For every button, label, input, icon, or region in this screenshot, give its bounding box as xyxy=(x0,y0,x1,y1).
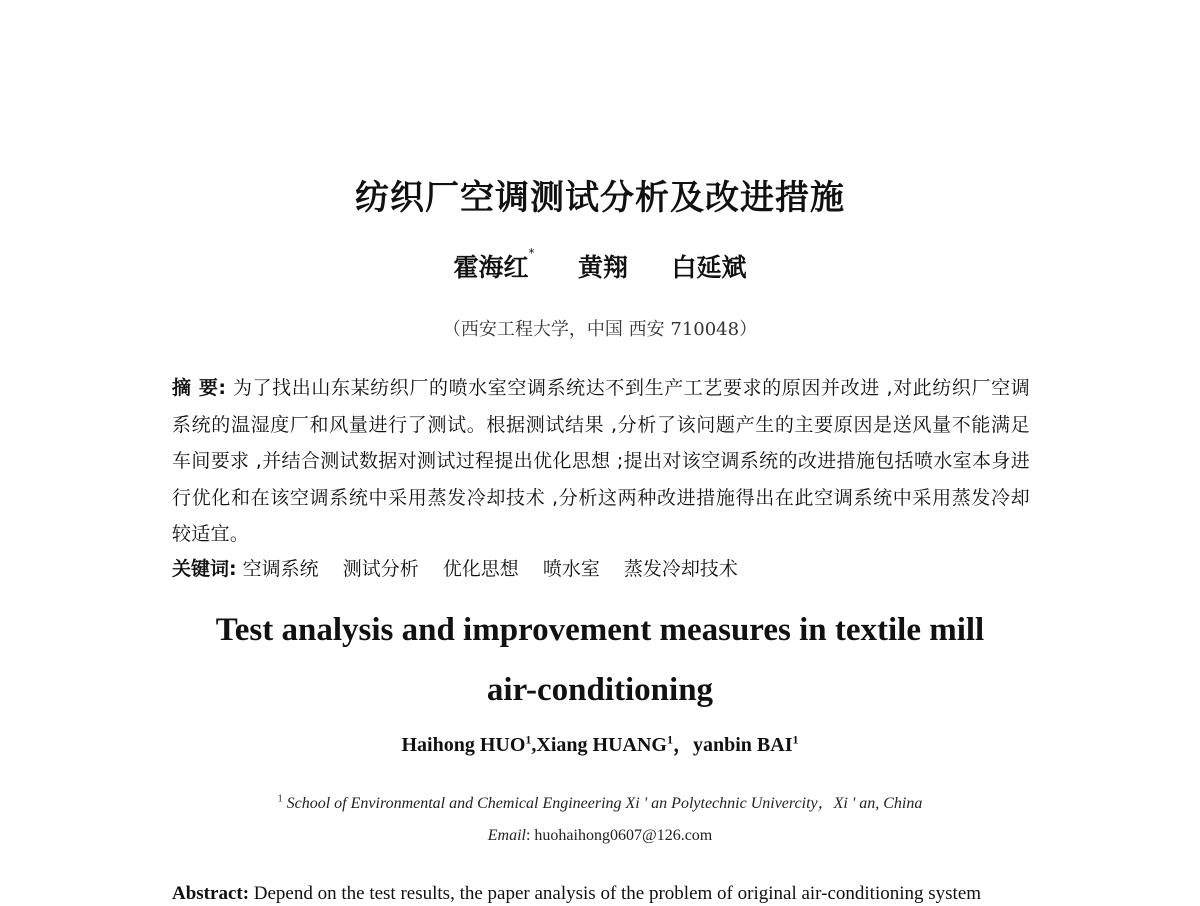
keywords-cn xyxy=(172,551,1030,587)
author-name-cn: 白延斌 xyxy=(671,253,747,282)
affiliation-index: 1 xyxy=(277,793,283,805)
affiliation-index: 1 xyxy=(525,732,532,747)
keyword-item: 测试分析 xyxy=(342,558,419,580)
keyword-item: 蒸发冷却技术 xyxy=(623,558,738,580)
author-name-cn: 黄翔 xyxy=(577,253,628,282)
affiliation-en xyxy=(0,790,1200,813)
abstract-text-en: Depend on the test results, the paper analysis of the problem of original air-conditioning system xyxy=(253,883,982,904)
abstract-label-cn: 摘 要: xyxy=(172,377,227,399)
paper-title-en xyxy=(0,600,1200,720)
corresponding-author-mark: * xyxy=(528,246,535,260)
author-name-cn: 霍海红 xyxy=(453,253,529,282)
author-name-en: ,Xiang HUANG xyxy=(531,734,667,756)
affiliation-index: 1 xyxy=(792,732,799,747)
affiliation-text-en: School of Environmental and Chemical Engineering Xi ' an Polytechnic Univercity，Xi ' an, China xyxy=(286,795,923,812)
email-label: Email xyxy=(487,827,526,844)
contact-email xyxy=(0,827,1200,845)
keywords-label-cn: 关键词: xyxy=(172,558,237,580)
paper-title-cn: 纺织厂空调测试分析及改进措施 xyxy=(355,178,845,218)
author-list-en xyxy=(0,728,1200,757)
keyword-item: 喷水室 xyxy=(542,558,600,580)
abstract-cn xyxy=(172,370,1030,553)
abstract-text-cn: 为了找出山东某纺织厂的喷水室空调系统达不到生产工艺要求的原因并改进 ,对此纺织厂空调系统的温湿度厂和风量进行了测试。根据测试结果 ,分析了该问题产生的主要原因是送风量不能满足车间要求 ,并结合测试数据对测试过程提出优化思想 ;提出对该空调系统的改进措施包括喷水室本身进行优化和在该空调系统中采用蒸发冷却技术 ,分析这两种改进措施得出在此空调系统中采用蒸发冷却较适宜。 xyxy=(172,377,1030,545)
email-address: : huohaihong0607@126.com xyxy=(525,827,713,844)
keyword-item: 优化思想 xyxy=(442,558,519,580)
paper-title-en-line1: Test analysis and improvement measures in textile mill xyxy=(215,612,985,648)
keyword-item: 空调系统 xyxy=(242,558,319,580)
paper-title-en-line2: air-conditioning xyxy=(486,672,714,708)
author-name-en: ，yanbin BAI xyxy=(673,734,793,756)
abstract-en xyxy=(172,882,1030,906)
affiliation-cn: （西安工程大学，中国 西安 710048） xyxy=(442,319,758,340)
abstract-label-en: Abstract: xyxy=(172,883,250,904)
author-list-cn xyxy=(0,248,1200,284)
author-name-en: Haihong HUO xyxy=(401,734,526,756)
affiliation-index: 1 xyxy=(667,732,673,747)
